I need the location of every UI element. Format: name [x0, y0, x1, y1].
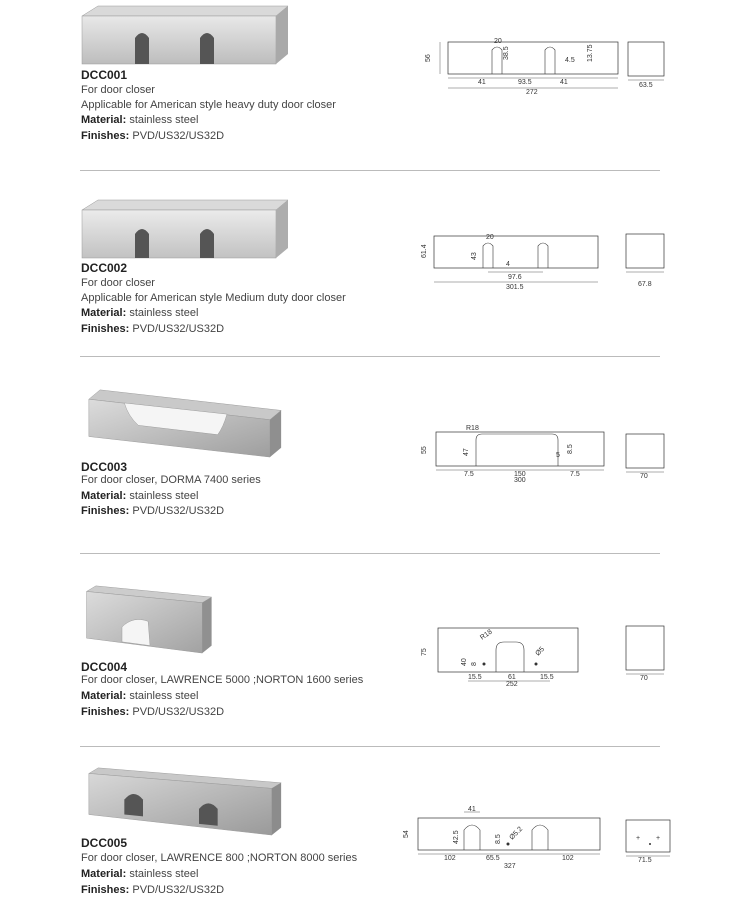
svg-text:252: 252	[506, 681, 518, 688]
svg-text:97.6: 97.6	[508, 274, 522, 281]
svg-text:20: 20	[494, 38, 502, 45]
svg-text:8.5: 8.5	[495, 834, 502, 844]
svg-text:4: 4	[506, 261, 510, 268]
side-drawing-dcc002	[620, 232, 672, 292]
svg-text:54: 54	[403, 830, 410, 838]
svg-text:15.5: 15.5	[540, 674, 554, 681]
side-drawing-dcc005	[624, 818, 676, 878]
svg-text:41: 41	[478, 79, 486, 86]
svg-text:8: 8	[471, 662, 478, 666]
svg-text:40: 40	[461, 658, 468, 666]
svg-text:272: 272	[526, 89, 538, 96]
side-drawing-dcc004	[620, 624, 672, 684]
material-line: Material: stainless steel	[81, 690, 199, 702]
svg-text:70: 70	[640, 675, 648, 682]
svg-text:+: +	[636, 835, 641, 842]
cover-photo-dcc002	[80, 198, 290, 268]
material-line: Material: stainless steel	[81, 307, 199, 319]
svg-text:7.5: 7.5	[570, 471, 580, 478]
svg-text:47: 47	[463, 448, 470, 456]
product-desc: For door closer, LAWRENCE 800 ;NORTON 8000 series	[81, 852, 358, 864]
cover-photo-dcc001	[80, 4, 290, 74]
svg-text:63.5: 63.5	[639, 82, 653, 89]
svg-text:43: 43	[471, 252, 478, 260]
svg-text:+: +	[656, 835, 661, 842]
svg-text:70: 70	[640, 473, 648, 480]
svg-text:102: 102	[562, 855, 574, 862]
material-line: Material: stainless steel	[81, 490, 199, 502]
cover-photo-dcc005	[80, 766, 290, 836]
svg-text:102: 102	[444, 855, 456, 862]
separator	[80, 553, 660, 554]
product-application: Applicable for American style Medium duty door closer	[81, 292, 346, 304]
product-desc: For door closer, LAWRENCE 5000 ;NORTON 1600 series	[81, 674, 364, 686]
svg-text:8.5: 8.5	[567, 444, 574, 454]
front-drawing-dcc004	[420, 622, 590, 702]
separator	[80, 356, 660, 357]
svg-text:67.8: 67.8	[638, 281, 652, 288]
product-code: DCC005	[81, 836, 128, 850]
svg-text:20: 20	[486, 234, 494, 241]
finishes-line: Finishes: PVD/US32/US32D	[81, 130, 225, 142]
svg-text:13.75: 13.75	[587, 44, 594, 62]
finishes-line: Finishes: PVD/US32/US32D	[81, 884, 225, 896]
svg-text:327: 327	[504, 863, 516, 870]
svg-text:61.4: 61.4	[421, 244, 428, 258]
svg-text:Ø5.2: Ø5.2	[508, 825, 525, 842]
separator	[80, 170, 660, 171]
svg-text:42.5: 42.5	[453, 830, 460, 844]
cover-photo-dcc003	[80, 388, 290, 458]
svg-text:71.5: 71.5	[638, 857, 652, 864]
product-desc: For door closer	[81, 277, 155, 289]
side-drawing-dcc003	[620, 432, 672, 492]
finishes-line: Finishes: PVD/US32/US32D	[81, 323, 225, 335]
product-code: DCC001	[81, 68, 128, 82]
svg-text:150: 150	[514, 471, 526, 478]
cover-photo-dcc004	[80, 584, 220, 654]
finishes-line: Finishes: PVD/US32/US32D	[81, 706, 225, 718]
material-line: Material: stainless steel	[81, 114, 199, 126]
svg-text:Ø5: Ø5	[534, 645, 547, 658]
svg-text:65.5: 65.5	[486, 855, 500, 862]
front-drawing-dcc003	[420, 420, 610, 500]
svg-text:41: 41	[468, 806, 476, 813]
product-application: Applicable for American style heavy duty door closer	[81, 99, 336, 111]
finishes-line: Finishes: PVD/US32/US32D	[81, 505, 225, 517]
product-code: DCC004	[81, 660, 128, 674]
side-drawing-dcc001	[620, 40, 672, 100]
product-code: DCC003	[81, 460, 128, 474]
material-line: Material: stainless steel	[81, 868, 199, 880]
svg-text:5: 5	[556, 452, 560, 459]
svg-text:55: 55	[421, 446, 428, 454]
svg-text:93.5: 93.5	[518, 79, 532, 86]
svg-text:56: 56	[425, 54, 432, 62]
separator	[80, 746, 660, 747]
svg-text:7.5: 7.5	[464, 471, 474, 478]
svg-text:15.5: 15.5	[468, 674, 482, 681]
product-code: DCC002	[81, 261, 128, 275]
front-drawing-dcc002	[420, 228, 610, 308]
svg-text:R18: R18	[466, 425, 479, 432]
svg-text:R18: R18	[479, 628, 494, 642]
svg-text:38.5: 38.5	[503, 46, 510, 60]
svg-text:75: 75	[421, 648, 428, 656]
svg-text:301.5: 301.5	[506, 284, 524, 291]
front-drawing-dcc001	[420, 30, 620, 110]
product-desc: For door closer, DORMA 7400 series	[81, 474, 261, 486]
product-desc: For door closer	[81, 84, 155, 96]
svg-text:4.5: 4.5	[565, 57, 575, 64]
svg-text:300: 300	[514, 477, 526, 484]
svg-text:41: 41	[560, 79, 568, 86]
svg-text:61: 61	[508, 674, 516, 681]
front-drawing-dcc005	[400, 804, 610, 884]
